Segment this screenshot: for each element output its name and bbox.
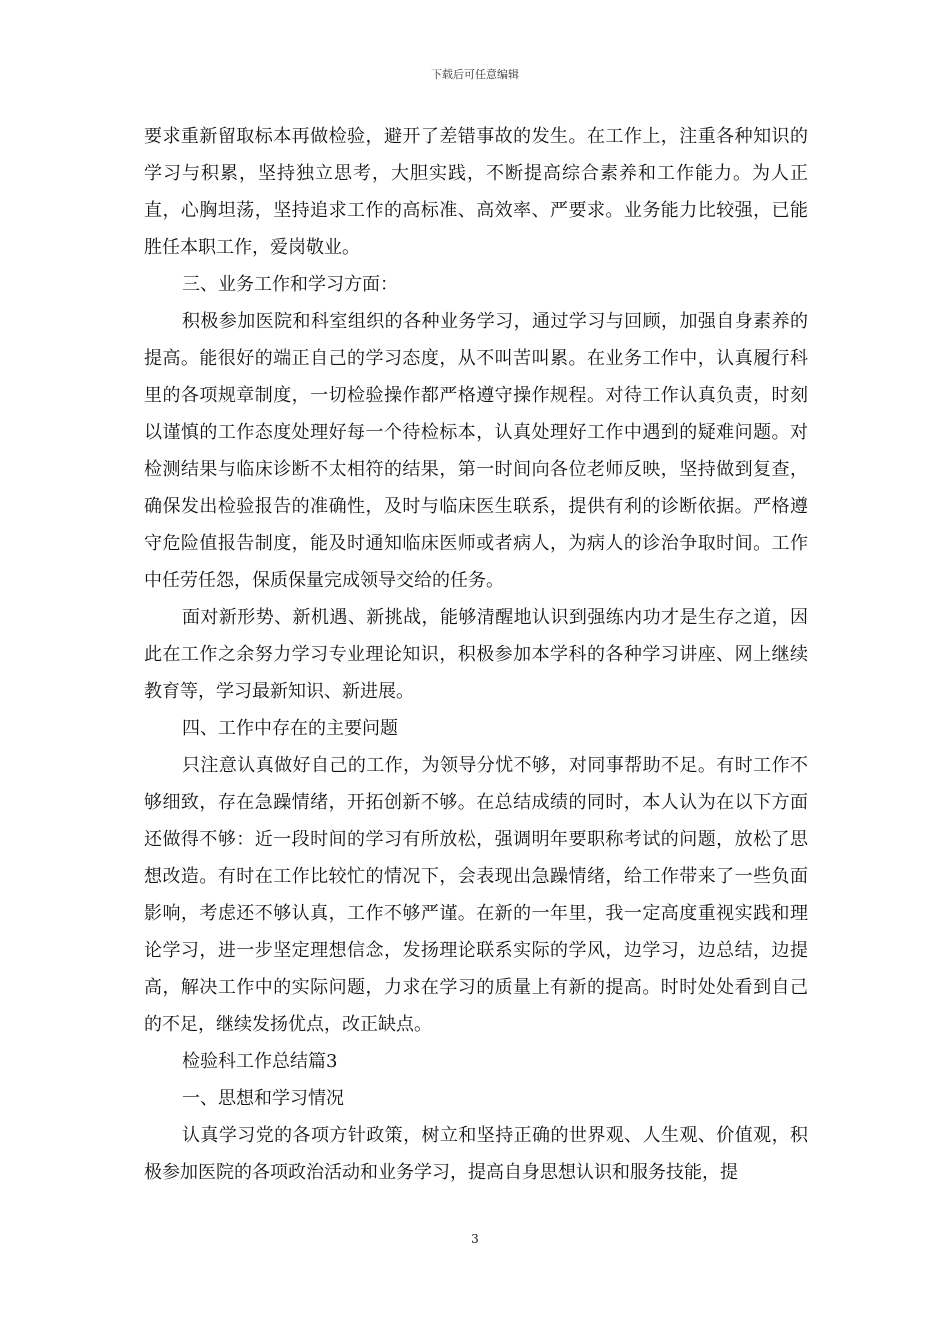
paragraph-new-situation: 面对新形势、新机遇、新挑战，能够清醒地认识到强练内功才是生存之道，因此在工作之余努力学习专业理论知识，积极参加本学科的各种学习讲座、网上继续教育等，学习最新知识、新进展。 — [144, 607, 808, 702]
paragraph-continuation: 要求重新留取标本再做检验，避开了差错事故的发生。在工作上，注重各种知识的学习与积累，坚持独立思考，大胆实践，不断提高综合素养和工作能力。为人正直，心胸坦荡，坚持追求工作的高标准、高效率、严要求。业务能力比较强，已能胜任本职工作，爱岗敬业。 — [144, 126, 808, 258]
page-header: 下载后可任意编辑 — [431, 68, 519, 81]
page-number: 3 — [471, 1232, 479, 1246]
paragraph-main-problems: 只注意认真做好自己的工作，为领导分忧不够，对同事帮助不足。有时工作不够细致，存在急躁情绪，开拓创新不够。在总结成绩的同时，本人认为在以下方面还做得不够：近一段时间的学习有所放松，强调明年要职称考试的问题，放松了思想改造。有时在工作比较忙的情况下，会表现出急躁情绪，给工作带来了一些负面影响，考虑还不够认真，工作不够严谨。在新的一年里，我一定高度重视实践和理论学习，进一步坚定理想信念，发扬理论联系实际的学风，边学习，边总结，边提高，解决工作中的实际问题，力求在学习的质量上有新的提高。时时处处看到自己的不足，继续发扬优点，改正缺点。 — [144, 755, 808, 1035]
paragraph-business-study: 积极参加医院和科室组织的各种业务学习，通过学习与回顾，加强自身素养的提高。能很好的端正自己的学习态度，从不叫苦叫累。在业务工作中，认真履行科里的各项规章制度，一切检验操作都严格遵守操作规程。对待工作认真负责，时刻以谨慎的工作态度处理好每一个待检标本，认真处理好工作中遇到的疑难问题。对检测结果与临床诊断不太相符的结果，第一时间向各位老师反映，坚持做到复查，确保发出检验报告的准确性，及时与临床医生联系，提供有利的诊断依据。严格遵守危险值报告制度，能及时通知临床医师或者病人，为病人的诊治争取时间。工作中任劳任怨，保质保量完成领导交给的任务。 — [144, 311, 808, 591]
section-heading-4: 四、工作中存在的主要问题 — [182, 718, 398, 739]
section-heading-3: 三、业务工作和学习方面： — [182, 274, 398, 295]
article-title: 检验科工作总结篇3 — [182, 1051, 338, 1072]
paragraph-thought-study: 认真学习党的各项方针政策，树立和坚持正确的世界观、人生观、价值观，积极参加医院的各项政治活动和业务学习，提高自身思想认识和服务技能，提 — [144, 1125, 808, 1183]
document-body — [144, 118, 808, 1191]
section-heading-1: 一、思想和学习情况 — [182, 1088, 344, 1109]
